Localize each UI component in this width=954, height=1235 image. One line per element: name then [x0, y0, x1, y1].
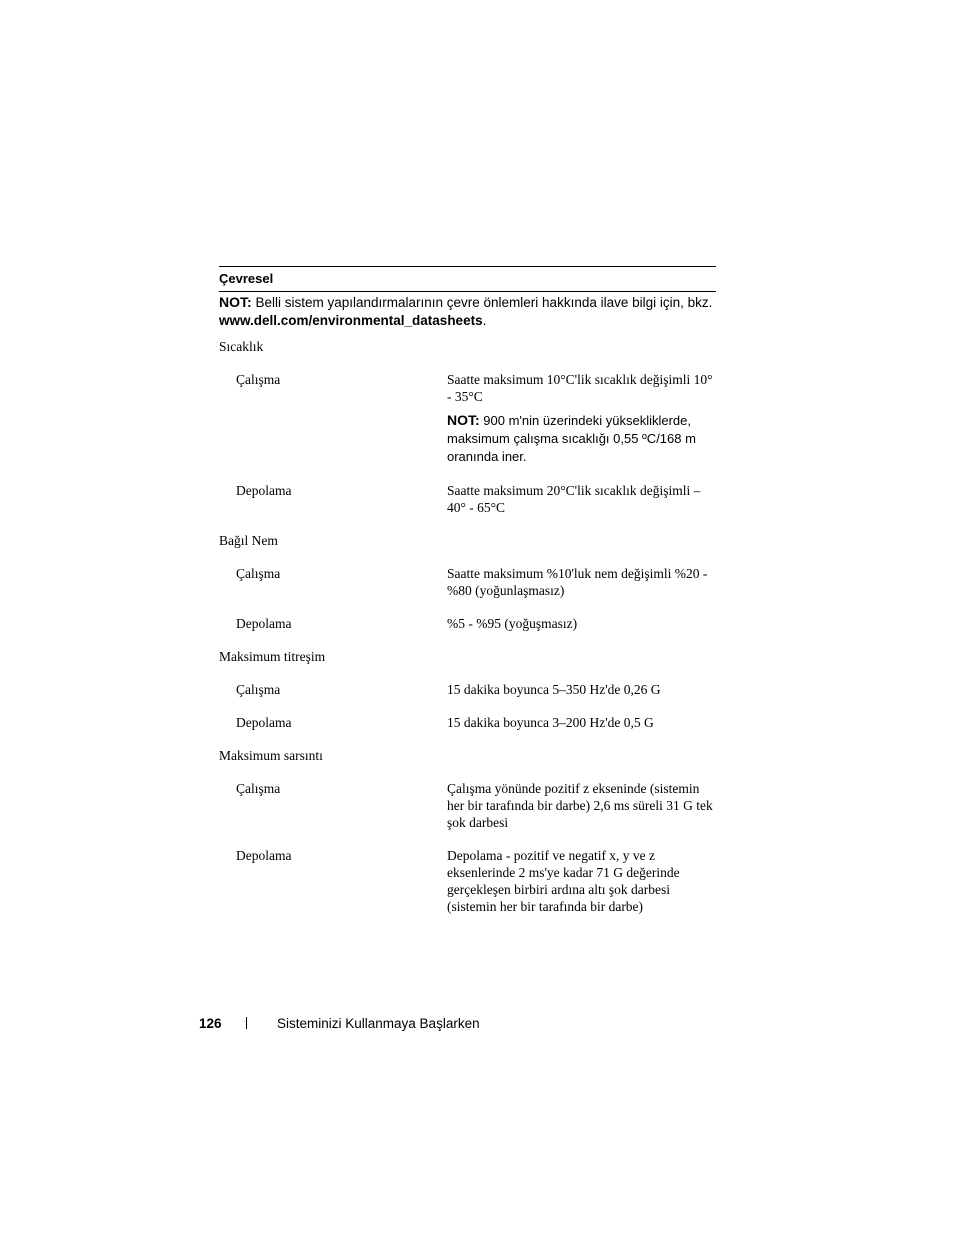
datasheets-url: www.dell.com/environmental_datasheets — [219, 313, 483, 328]
row-temperature-storage — [219, 474, 716, 524]
row-label: Depolama — [236, 616, 292, 631]
row-shock-operating — [219, 772, 716, 839]
row-temperature-operating — [219, 363, 716, 474]
row-label: Çalışma — [236, 682, 281, 697]
row-value: 15 dakika boyunca 3–200 Hz'de 0,5 G — [447, 715, 654, 730]
note-label: NOT: — [447, 412, 480, 428]
category-humidity: Bağıl Nem — [219, 533, 278, 548]
row-humidity-storage — [219, 607, 716, 640]
row-value: Saatte maksimum 20°C'lik sıcaklık değişimli –40° - 65°C — [447, 483, 701, 515]
category-temperature: Sıcaklık — [219, 339, 264, 354]
footer-title: Sisteminizi Kullanmaya Başlarken — [277, 1016, 480, 1031]
row-vibration-storage — [219, 706, 716, 739]
footer-separator — [246, 1017, 258, 1029]
note-text: Belli sistem yapılandırmalarının çevre önlemleri hakkında ilave bilgi için, bkz. — [255, 295, 713, 310]
row-label: Depolama — [236, 715, 292, 730]
row-value: 15 dakika boyunca 5–350 Hz'de 0,26 G — [447, 682, 661, 697]
row-label: Çalışma — [236, 781, 281, 796]
row-label: Çalışma — [236, 566, 281, 581]
page-footer — [199, 1014, 480, 1034]
note-text: 900 m'nin üzerindeki yüksekliklerde, maksimum çalışma sıcaklığı 0,55 ºC/168 m oranında iner. — [447, 413, 696, 464]
section-title: Çevresel — [219, 271, 274, 286]
environmental-spec-table — [219, 266, 716, 923]
row-value: %5 - %95 (yoğuşmasız) — [447, 616, 578, 631]
note-end: . — [482, 313, 487, 328]
row-humidity-operating — [219, 557, 716, 607]
row-value: Depolama - pozitif ve negatif x, y ve z eksenlerinde 2 ms'ye kadar 71 G değerinde gerçekleşen birbiri ardına altı şok darbesi (sistemin her bir tarafında bir darbe) — [447, 848, 680, 914]
row-label: Çalışma — [236, 372, 281, 387]
section-note — [219, 292, 716, 330]
category-shock: Maksimum sarsıntı — [219, 748, 323, 763]
value-text: Saatte maksimum 10°C'lik sıcaklık değişimli 10° - 35°C — [447, 372, 713, 404]
row-value — [447, 371, 713, 466]
row-label: Depolama — [236, 848, 292, 863]
row-value: Saatte maksimum %10'luk nem değişimli %20 - %80 (yoğunlaşmasız) — [447, 566, 708, 598]
row-value: Çalışma yönünde pozitif z ekseninde (sistemin her bir tarafında bir darbe) 2,6 ms süreli 31 G tek şok darbesi — [447, 781, 713, 830]
note-label: NOT: — [219, 294, 252, 310]
category-vibration: Maksimum titreşim — [219, 649, 326, 664]
row-shock-storage — [219, 839, 716, 923]
page-number: 126 — [199, 1016, 222, 1031]
row-vibration-operating — [219, 673, 716, 706]
altitude-note — [447, 411, 713, 466]
row-label: Depolama — [236, 483, 292, 498]
